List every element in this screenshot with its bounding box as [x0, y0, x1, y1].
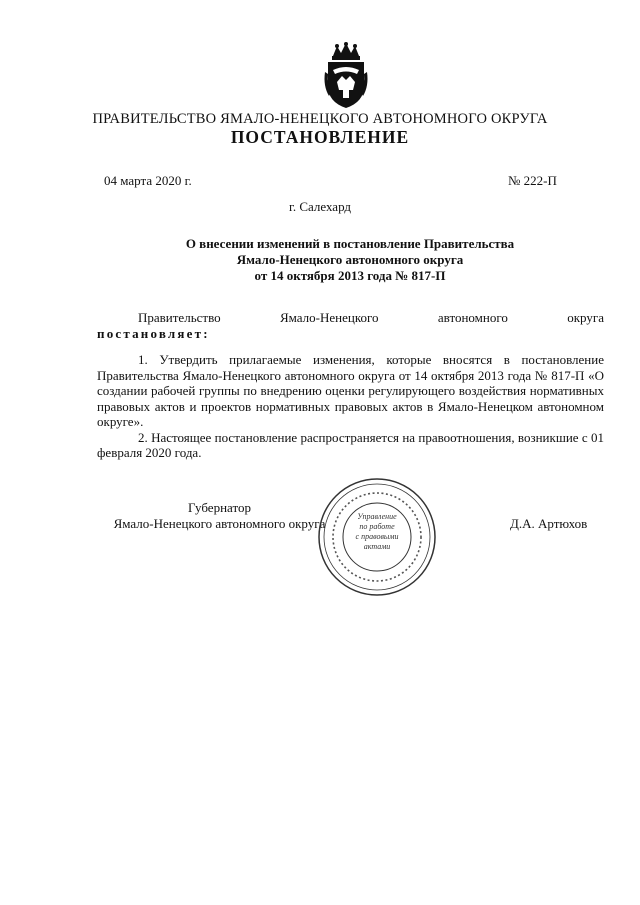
body-paragraph: 1. Утвердить прилагаемые изменения, которые вносятся в постановление Правительства Ямало-Ненецкого автономного округа от 14 октября 2013 года № 817-П «О создании рабочей группы по внедрению оценки регулирующего воздействия нормативных правовых актов и проектов нормативных правовых актов в Ямало-Ненецком автономном округе».: [97, 352, 604, 429]
body-paragraph: 2. Настоящее постановление распространяется на правоотношения, возникшие с 01 февраля 2020 года.: [97, 429, 604, 460]
preamble-word: Ямало-Ненецкого: [279, 310, 379, 325]
signatory-title-line: Губернатор: [188, 500, 251, 515]
subject-line: Ямало-Ненецкого автономного округа: [236, 252, 464, 267]
document-body: [97, 352, 604, 461]
document-subject: [100, 236, 600, 284]
stamp-text-line: с правовыми: [355, 532, 399, 541]
stamp-inner-text: [329, 512, 425, 552]
preamble-verb: постановляет:: [97, 326, 210, 341]
document-type-heading: ПОСТАНОВЛЕНИЕ: [230, 127, 410, 147]
signatory-title-line: Ямало-Ненецкого автономного округа: [113, 516, 326, 531]
stamp-text-line: актами: [363, 542, 391, 551]
preamble-word: Правительство: [138, 310, 221, 325]
document-city: г. Салехард: [288, 199, 352, 214]
organization-title: ПРАВИТЕЛЬСТВО ЯМАЛО-НЕНЕЦКОГО АВТОНОМНОГО ОКРУГА: [92, 111, 548, 127]
signatory-name: Д.А. Артюхов: [510, 516, 588, 531]
document-number: № 222-П: [508, 173, 557, 188]
stamp-text-line: Управление: [357, 512, 397, 521]
preamble-row: [97, 310, 604, 326]
preamble: [97, 310, 604, 342]
preamble-word: автономного: [437, 310, 508, 325]
subject-line: от 14 октября 2013 года № 817-П: [254, 268, 446, 283]
coat-of-arms-emblem-icon: [323, 42, 369, 110]
preamble-word: округа: [567, 310, 604, 325]
stamp-text-line: по работе: [359, 522, 395, 531]
subject-line: О внесении изменений в постановление Правительства: [185, 236, 515, 251]
document-date: 04 марта 2020 г.: [104, 173, 192, 188]
signatory-title: [97, 500, 342, 532]
